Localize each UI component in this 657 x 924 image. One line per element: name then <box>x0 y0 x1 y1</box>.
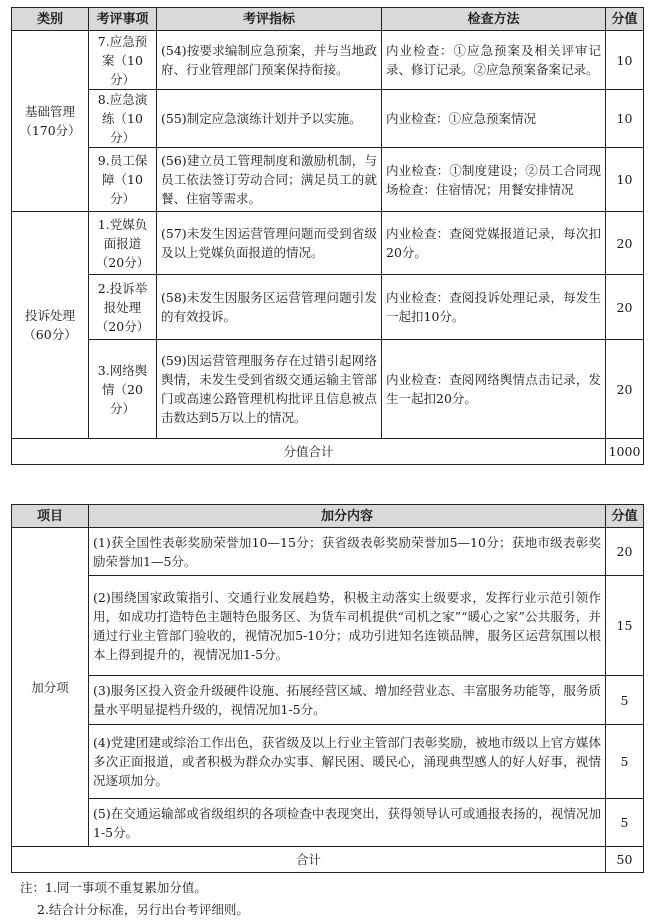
table-row <box>12 528 644 576</box>
table-row <box>12 340 644 439</box>
category-cell: 投诉处理（60分） <box>12 212 89 439</box>
header-score: 分值 <box>606 8 644 31</box>
table-row <box>12 799 644 847</box>
bonus-content-cell: (2)围绕国家政策指引、交通行业发展趋势，积极主动落实上级要求，发挥行业示范引领作用，如成功打造特色主题特色服务区、为货车司机提供“司机之家”“暖心之家”公共服务，并通过行业主管部门验收的，视情况加5-10分；成功引进知名连锁品牌，服务区运营氛围以根本上得到提升的，视情况加1-5分。 <box>89 576 606 676</box>
category-cell: 基础管理（170分） <box>12 31 89 212</box>
evaluation-table <box>11 7 644 465</box>
footnote-1: 注：1.同一事项不重复累加分值。 <box>20 880 207 895</box>
header-category: 类别 <box>12 8 89 31</box>
header-indicator: 考评指标 <box>157 8 382 31</box>
bonus-content-cell: (5)在交通运输部或省级组织的各项检查中表现突出，获得领导认可或通报表扬的，视情况加1-5分。 <box>89 799 606 847</box>
footnotes <box>20 877 249 921</box>
item-cell: 2.投诉举报处理（20分） <box>89 275 157 340</box>
indicator-cell: (57)未发生因运营管理问题而受到省级及以上党媒负面报道的情况。 <box>157 212 382 275</box>
method-cell: 内业检查：①制度建设；②员工合同现场检查：住宿情况；用餐安排情况 <box>382 148 606 212</box>
score-cell: 5 <box>606 676 644 725</box>
table-row <box>12 676 644 725</box>
total-value: 1000 <box>606 439 644 465</box>
indicator-cell: (58)未发生因服务区运营管理问题引发的有效投诉。 <box>157 275 382 340</box>
indicator-cell: (59)因运营管理服务存在过错引起网络舆情，未发生受到省级交通运输主管部门或高速公路管理机构批评且信息被点击数达到5万以上的情况。 <box>157 340 382 439</box>
table-row <box>12 576 644 676</box>
indicator-cell: (54)按要求编制应急预案，并与当地政府、行业管理部门预案保持衔接。 <box>157 31 382 90</box>
score-cell: 20 <box>606 340 644 439</box>
footnote-2: 2.结合计分标准，另行出台考评细则。 <box>37 902 249 917</box>
item-cell: 9.员工保障（10分） <box>89 148 157 212</box>
header-project: 项目 <box>12 505 89 528</box>
score-cell: 20 <box>606 275 644 340</box>
score-cell: 10 <box>606 31 644 90</box>
table-row <box>12 31 644 90</box>
score-cell: 20 <box>606 528 644 576</box>
method-cell: 内业检查：查阅党媒报道记录，每次扣20分。 <box>382 212 606 275</box>
method-cell: 内业检查：①应急预案情况 <box>382 90 606 148</box>
method-cell: 内业检查：查阅投诉处理记录，每发生一起扣10分。 <box>382 275 606 340</box>
score-cell: 5 <box>606 799 644 847</box>
method-cell: 内业检查：①应急预案及相关评审记录、修订记录。②应急预案备案记录。 <box>382 31 606 90</box>
item-cell: 7.应急预案（10分） <box>89 31 157 90</box>
score-cell: 5 <box>606 725 644 799</box>
total-label: 合计 <box>12 847 606 873</box>
indicator-cell: (55)制定应急演练计划并予以实施。 <box>157 90 382 148</box>
total-row <box>12 847 644 873</box>
total-value: 50 <box>606 847 644 873</box>
score-cell: 20 <box>606 212 644 275</box>
table-row <box>12 212 644 275</box>
item-cell: 1.党媒负面报道（20分） <box>89 212 157 275</box>
bonus-content-cell: (4)党建团建或综治工作出色，获省级及以上行业主管部门表彰奖励，被地市级以上官方媒体多次正面报道，或者积极为群众办实事、解民困、暖民心，涌现典型感人的好人好事，视情况逐项加分。 <box>89 725 606 799</box>
table-row <box>12 90 644 148</box>
category-cell: 加分项 <box>12 528 89 847</box>
header-row <box>12 505 644 528</box>
total-label: 分值合计 <box>12 439 606 465</box>
table-row <box>12 725 644 799</box>
score-cell: 10 <box>606 148 644 212</box>
method-cell: 内业检查：查阅网络舆情点击记录，发生一起扣20分。 <box>382 340 606 439</box>
header-row <box>12 8 644 31</box>
bonus-table <box>11 504 644 873</box>
header-item: 考评事项 <box>89 8 157 31</box>
header-method: 检查方法 <box>382 8 606 31</box>
score-cell: 15 <box>606 576 644 676</box>
bonus-content-cell: (3)服务区投入资金升级硬件设施、拓展经营区域、增加经营业态、丰富服务功能等，服务质量水平明显提档升级的，视情况加1-5分。 <box>89 676 606 725</box>
item-cell: 8.应急演练（10分） <box>89 90 157 148</box>
item-cell: 3.网络舆情（20分） <box>89 340 157 439</box>
total-row <box>12 439 644 465</box>
header-bonus-content: 加分内容 <box>89 505 606 528</box>
header-score: 分值 <box>606 505 644 528</box>
table-row <box>12 275 644 340</box>
table-row <box>12 148 644 212</box>
score-cell: 10 <box>606 90 644 148</box>
bonus-content-cell: (1)获全国性表彰奖励荣誉加10—15分；获省级表彰奖励荣誉加5—10分；获地市级表彰奖励荣誉加1—5分。 <box>89 528 606 576</box>
indicator-cell: (56)建立员工管理制度和激励机制，与员工依法签订劳动合同；满足员工的就餐、住宿等需求。 <box>157 148 382 212</box>
